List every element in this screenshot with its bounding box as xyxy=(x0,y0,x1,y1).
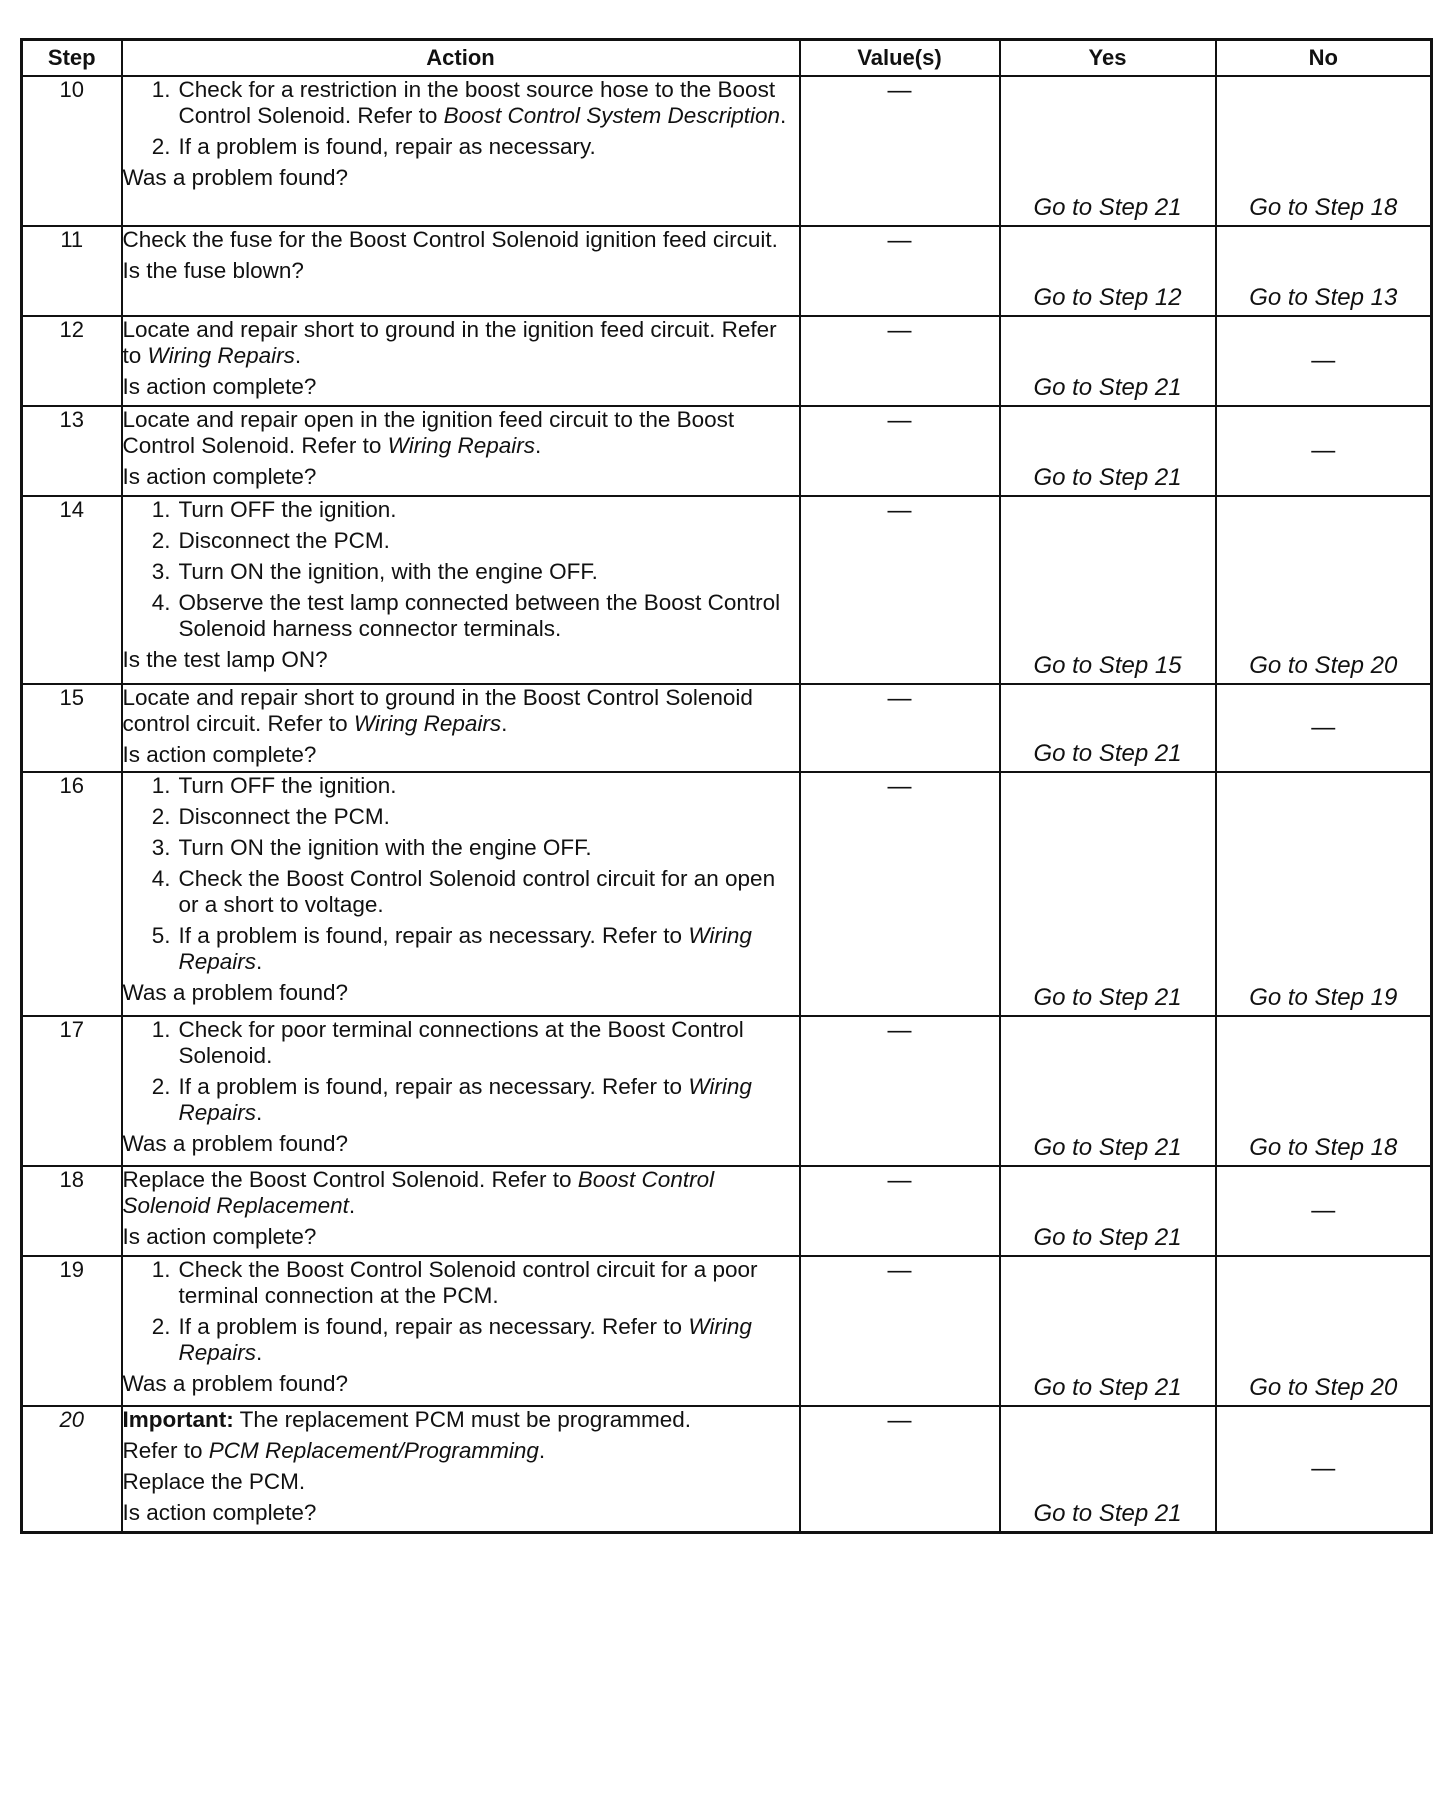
action-text-tail: . xyxy=(256,1340,263,1365)
step-number: 13 xyxy=(22,406,122,496)
value-cell: — xyxy=(800,226,1000,316)
action-text: Refer to xyxy=(122,1438,209,1463)
value-cell: — xyxy=(800,1256,1000,1406)
table-row xyxy=(22,1166,1432,1256)
no-goto-step: Go to Step 20 xyxy=(1249,1374,1398,1401)
action-text-tail: . xyxy=(501,711,508,736)
no-dash: — xyxy=(1311,1197,1336,1224)
value-cell: — xyxy=(800,496,1000,684)
action-question: Is action complete? xyxy=(122,1500,317,1525)
step-number: 17 xyxy=(22,1016,122,1166)
no-dash: — xyxy=(1311,714,1336,741)
action-cell xyxy=(122,226,800,316)
action-text: Check the fuse for the Boost Control Solenoid ignition feed circuit. xyxy=(122,227,778,252)
item-text xyxy=(179,923,799,975)
action-list-item xyxy=(123,835,799,861)
yes-cell xyxy=(1000,772,1216,1016)
table-row xyxy=(22,406,1432,496)
reference-link-text: Boost Control Solenoid Replacement xyxy=(122,1167,715,1218)
table-row xyxy=(22,772,1432,1016)
action-question: Is action complete? xyxy=(122,1224,317,1249)
action-text-tail: . xyxy=(348,1193,356,1218)
item-text xyxy=(179,835,799,861)
table-row xyxy=(22,226,1432,316)
action-question: Was a problem found? xyxy=(122,1131,349,1156)
action-cell xyxy=(122,406,800,496)
action-list-item xyxy=(123,559,799,585)
action-cell xyxy=(122,1016,800,1166)
action-list-item xyxy=(123,497,799,523)
item-text xyxy=(179,1017,799,1069)
action-text: Turn ON the ignition, with the engine OFF. xyxy=(178,559,598,584)
header-step: Step xyxy=(22,40,122,77)
action-list-item xyxy=(123,866,799,918)
value-cell: — xyxy=(800,406,1000,496)
no-cell xyxy=(1216,1166,1432,1256)
step-number: 19 xyxy=(22,1256,122,1406)
item-text xyxy=(179,1257,799,1309)
action-cell xyxy=(122,684,800,772)
header-yes: Yes xyxy=(1000,40,1216,77)
no-cell xyxy=(1216,226,1432,316)
action-cell xyxy=(122,1256,800,1406)
action-line xyxy=(123,227,799,253)
action-list-item xyxy=(123,590,799,642)
action-list-item xyxy=(123,1257,799,1309)
no-goto-step: Go to Step 18 xyxy=(1249,194,1398,221)
action-text: Turn OFF the ignition. xyxy=(178,497,397,522)
item-number: 3. xyxy=(151,559,171,584)
yes-goto-step: Go to Step 21 xyxy=(1033,464,1182,491)
action-text-tail: . xyxy=(256,949,263,974)
important-note xyxy=(123,1407,799,1433)
action-list-item xyxy=(123,804,799,830)
yes-cell xyxy=(1000,76,1216,226)
no-goto-step: Go to Step 13 xyxy=(1249,284,1398,311)
item-text xyxy=(179,590,799,642)
reference-link-text: Wiring Repairs xyxy=(353,711,502,736)
item-number: 4. xyxy=(151,866,171,891)
item-text xyxy=(179,528,799,554)
no-cell xyxy=(1216,684,1432,772)
table-row xyxy=(22,1256,1432,1406)
action-question: Is the fuse blown? xyxy=(122,258,304,283)
item-text xyxy=(179,1314,799,1366)
action-question: Is the test lamp ON? xyxy=(122,647,328,672)
action-question: Was a problem found? xyxy=(122,165,349,190)
table-row xyxy=(22,496,1432,684)
no-cell xyxy=(1216,1016,1432,1166)
header-values: Value(s) xyxy=(800,40,1000,77)
yes-goto-step: Go to Step 21 xyxy=(1033,1134,1182,1161)
action-line xyxy=(123,685,799,737)
action-line xyxy=(123,1469,799,1495)
action-text: If a problem is found, repair as necessary. xyxy=(178,134,596,159)
action-list-item xyxy=(123,77,799,129)
table-row xyxy=(22,1406,1432,1532)
reference-link-text: Wiring Repairs xyxy=(178,1074,752,1125)
action-line xyxy=(123,407,799,459)
reference-link-text: Wiring Repairs xyxy=(178,923,752,974)
value-cell: — xyxy=(800,1406,1000,1532)
action-cell xyxy=(122,1406,800,1532)
action-text-tail: . xyxy=(780,103,787,128)
item-number: 2. xyxy=(151,1074,171,1099)
action-text: If a problem is found, repair as necessary. Refer to xyxy=(178,1314,689,1339)
action-list-item xyxy=(123,1314,799,1366)
table-header-row xyxy=(22,40,1432,77)
yes-goto-step: Go to Step 21 xyxy=(1033,1374,1182,1401)
item-text xyxy=(179,804,799,830)
step-number: 20 xyxy=(22,1406,122,1532)
diagnostic-steps-table xyxy=(20,38,1433,1534)
action-list-item xyxy=(123,528,799,554)
yes-cell xyxy=(1000,316,1216,406)
item-number: 1. xyxy=(151,77,171,102)
no-cell xyxy=(1216,316,1432,406)
no-dash: — xyxy=(1311,1454,1336,1482)
table-row xyxy=(22,316,1432,406)
yes-cell xyxy=(1000,1406,1216,1532)
item-text xyxy=(179,1074,799,1126)
header-no: No xyxy=(1216,40,1432,77)
action-text: Locate and repair short to ground in the ignition feed circuit. Refer to xyxy=(122,317,777,368)
action-text: Check the Boost Control Solenoid control circuit for an open or a short to voltage. xyxy=(178,866,776,917)
item-number: 2. xyxy=(151,528,171,553)
yes-cell xyxy=(1000,1166,1216,1256)
action-list-item xyxy=(123,923,799,975)
action-line xyxy=(123,1438,799,1464)
action-list-item xyxy=(123,1074,799,1126)
action-text-tail: . xyxy=(256,1100,263,1125)
action-text: Disconnect the PCM. xyxy=(178,528,390,553)
action-line xyxy=(123,1167,799,1219)
yes-goto-step: Go to Step 21 xyxy=(1033,740,1182,767)
yes-goto-step: Go to Step 21 xyxy=(1033,984,1182,1011)
action-text: Disconnect the PCM. xyxy=(178,804,390,829)
no-goto-step: Go to Step 19 xyxy=(1249,984,1398,1011)
reference-link-text: Wiring Repairs xyxy=(147,343,295,368)
yes-goto-step: Go to Step 21 xyxy=(1033,1499,1182,1527)
action-text: If a problem is found, repair as necessary. Refer to xyxy=(178,1074,689,1099)
item-number: 1. xyxy=(151,497,171,522)
value-cell: — xyxy=(800,684,1000,772)
step-number: 10 xyxy=(22,76,122,226)
important-label: Important: xyxy=(122,1407,234,1432)
action-text: Turn ON the ignition with the engine OFF. xyxy=(178,835,592,860)
item-number: 1. xyxy=(151,773,171,798)
table-row xyxy=(22,684,1432,772)
item-number: 2. xyxy=(151,804,171,829)
value-cell: — xyxy=(800,76,1000,226)
step-number: 14 xyxy=(22,496,122,684)
action-question: Is action complete? xyxy=(122,374,317,399)
action-text: Replace the PCM. xyxy=(122,1469,306,1494)
yes-goto-step: Go to Step 15 xyxy=(1033,652,1182,679)
action-cell xyxy=(122,772,800,1016)
action-text: Replace the Boost Control Solenoid. Refer to xyxy=(122,1167,578,1192)
no-cell xyxy=(1216,1406,1432,1532)
yes-cell xyxy=(1000,1016,1216,1166)
no-goto-step: Go to Step 18 xyxy=(1249,1134,1398,1161)
action-text: Check for a restriction in the boost source hose to the Boost Control Solenoid. Refer to xyxy=(178,77,776,128)
action-text: Observe the test lamp connected between the Boost Control Solenoid harness connector terminals. xyxy=(178,590,781,641)
item-number: 1. xyxy=(151,1257,171,1282)
reference-link-text: Wiring Repairs xyxy=(387,433,535,458)
action-text: If a problem is found, repair as necessary. Refer to xyxy=(178,923,689,948)
action-text: Locate and repair open in the ignition feed circuit to the Boost Control Solenoid. Refer to xyxy=(122,407,735,458)
item-text xyxy=(179,77,799,129)
action-list-item xyxy=(123,773,799,799)
diagnostic-page xyxy=(20,38,1430,1534)
no-cell xyxy=(1216,1256,1432,1406)
action-text: Locate and repair short to ground in the Boost Control Solenoid control circuit. Refer to xyxy=(122,685,753,736)
item-text xyxy=(179,497,799,523)
yes-goto-step: Go to Step 21 xyxy=(1033,194,1182,221)
step-number: 15 xyxy=(22,684,122,772)
value-cell: — xyxy=(800,1166,1000,1256)
item-number: 2. xyxy=(151,134,171,159)
action-cell xyxy=(122,316,800,406)
item-text xyxy=(179,866,799,918)
action-text-tail: . xyxy=(535,433,542,458)
item-number: 1. xyxy=(151,1017,171,1042)
action-cell xyxy=(122,1166,800,1256)
step-number: 18 xyxy=(22,1166,122,1256)
no-dash: — xyxy=(1311,437,1336,464)
no-goto-step: Go to Step 20 xyxy=(1249,652,1398,679)
action-question: Was a problem found? xyxy=(122,1371,349,1396)
item-number: 5. xyxy=(151,923,171,948)
action-text: Check for poor terminal connections at the Boost Control Solenoid. xyxy=(178,1017,744,1068)
yes-cell xyxy=(1000,226,1216,316)
item-text xyxy=(179,559,799,585)
step-number: 11 xyxy=(22,226,122,316)
no-cell xyxy=(1216,406,1432,496)
yes-goto-step: Go to Step 21 xyxy=(1033,1224,1182,1251)
no-dash: — xyxy=(1311,347,1336,374)
action-text: Check the Boost Control Solenoid control circuit for a poor terminal connection at the PCM. xyxy=(178,1257,758,1308)
item-text xyxy=(179,134,799,160)
action-question: Was a problem found? xyxy=(122,980,349,1005)
action-list-item xyxy=(123,1017,799,1069)
reference-link-text: Boost Control System Description xyxy=(443,103,781,128)
yes-cell xyxy=(1000,684,1216,772)
yes-cell xyxy=(1000,406,1216,496)
item-number: 2. xyxy=(151,1314,171,1339)
header-action: Action xyxy=(122,40,800,77)
item-number: 4. xyxy=(151,590,171,615)
action-question: Is action complete? xyxy=(122,742,317,767)
yes-goto-step: Go to Step 21 xyxy=(1033,374,1182,401)
yes-cell xyxy=(1000,1256,1216,1406)
item-text xyxy=(179,773,799,799)
action-text: Turn OFF the ignition. xyxy=(178,773,397,798)
yes-goto-step: Go to Step 12 xyxy=(1033,284,1182,311)
action-list-item xyxy=(123,134,799,160)
value-cell: — xyxy=(800,772,1000,1016)
value-cell: — xyxy=(800,316,1000,406)
no-cell xyxy=(1216,76,1432,226)
no-cell xyxy=(1216,496,1432,684)
value-cell: — xyxy=(800,1016,1000,1166)
action-question: Is action complete? xyxy=(122,464,317,489)
step-number: 16 xyxy=(22,772,122,1016)
table-row xyxy=(22,1016,1432,1166)
reference-link-text: Wiring Repairs xyxy=(178,1314,752,1365)
action-cell xyxy=(122,76,800,226)
item-number: 3. xyxy=(151,835,171,860)
action-line xyxy=(123,317,799,369)
table-row xyxy=(22,76,1432,226)
important-text: The replacement PCM must be programmed. xyxy=(233,1407,692,1432)
step-number: 12 xyxy=(22,316,122,406)
reference-link-text: PCM Replacement/Programming xyxy=(208,1438,539,1463)
no-cell xyxy=(1216,772,1432,1016)
action-text-tail: . xyxy=(538,1438,546,1463)
action-text-tail: . xyxy=(294,343,302,368)
action-cell xyxy=(122,496,800,684)
yes-cell xyxy=(1000,496,1216,684)
